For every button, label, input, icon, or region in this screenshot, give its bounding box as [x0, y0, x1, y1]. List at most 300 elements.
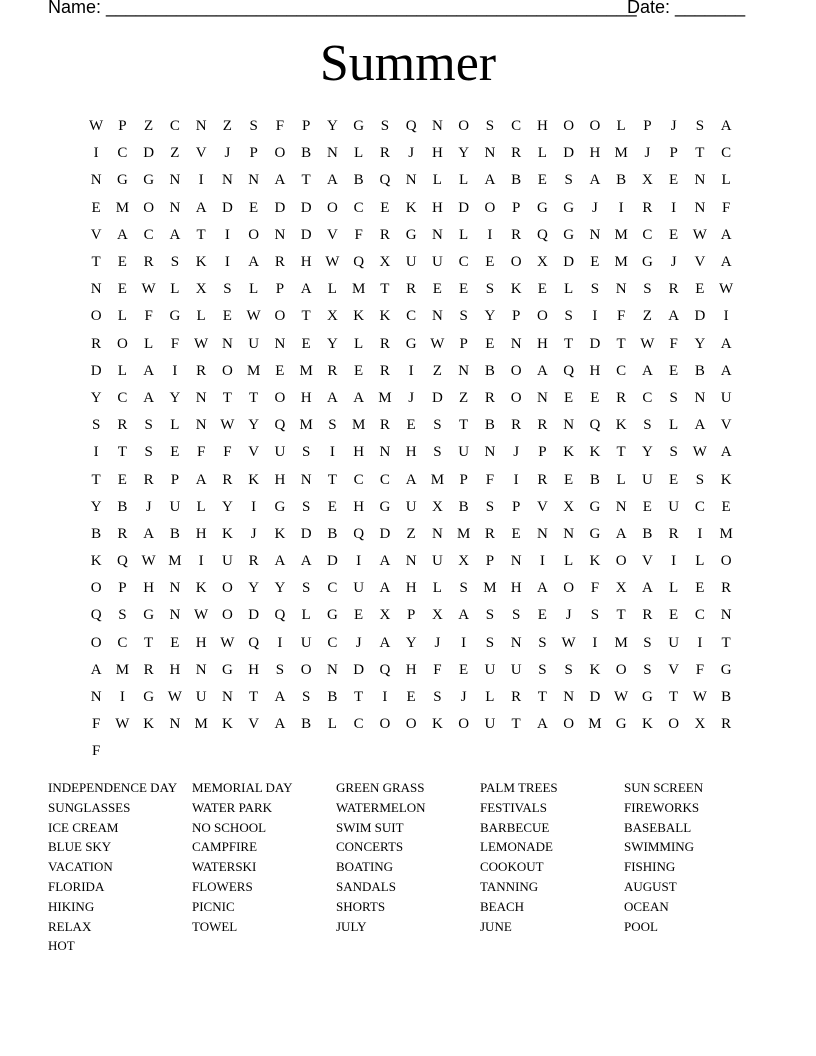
grid-letter: J [224, 145, 231, 162]
grid-letter: N [536, 389, 548, 406]
grid-letter: A [274, 716, 286, 733]
grid-letter: B [511, 172, 522, 189]
grid-letter: S [669, 389, 678, 406]
grid-letter: L [564, 553, 574, 570]
grid-letter: K [274, 525, 286, 542]
grid-letter: H [300, 389, 312, 406]
grid-letter: E [564, 389, 574, 406]
grid-letter: M [614, 634, 628, 651]
grid-letter: P [170, 471, 180, 488]
grid-letter: G [116, 172, 128, 189]
grid-letter: Y [90, 498, 102, 515]
grid-letter: I [697, 525, 703, 542]
grid-letter: W [220, 634, 235, 651]
grid-letter: J [565, 607, 572, 624]
grid-letter: M [168, 553, 182, 570]
grid-letter: I [224, 254, 230, 271]
grid-letter: N [221, 689, 233, 706]
grid-letter: L [616, 118, 626, 135]
grid-letter: L [301, 607, 311, 624]
word-list-item: RELAX [48, 918, 92, 934]
grid-letter: D [589, 335, 601, 352]
grid-letter: H [405, 580, 417, 597]
grid-letter: A [274, 553, 286, 570]
grid-letter: T [196, 226, 206, 243]
grid-letter: W [692, 689, 707, 706]
grid-letter: W [194, 335, 209, 352]
grid-letter: R [143, 471, 154, 488]
grid-letter: E [669, 226, 679, 243]
grid-letter: I [93, 444, 99, 461]
grid-letter: S [538, 634, 547, 651]
word-list-item: CONCERTS [336, 839, 404, 855]
grid-letter: F [91, 716, 101, 733]
grid-letter: W [614, 689, 629, 706]
grid-letter: O [405, 716, 417, 733]
grid-letter: C [117, 145, 128, 162]
grid-letter: U [195, 689, 207, 706]
grid-letter: L [144, 335, 154, 352]
grid-letter: P [538, 444, 547, 461]
grid-letter: J [591, 199, 598, 216]
grid-letter: X [379, 607, 391, 624]
grid-letter: A [143, 525, 155, 542]
grid-letter: A [668, 308, 680, 325]
grid-letter: S [669, 444, 678, 461]
grid-letter: C [511, 118, 522, 135]
grid-letter: W [115, 716, 130, 733]
grid-letter: R [379, 145, 390, 162]
grid-letter: R [143, 254, 154, 271]
grid-letter: K [221, 525, 233, 542]
grid-letter: L [249, 281, 259, 298]
grid-letter: M [614, 226, 628, 243]
grid-letter: P [459, 335, 468, 352]
grid-letter: Q [274, 417, 286, 434]
grid-letter: J [644, 145, 651, 162]
grid-letter: U [458, 444, 470, 461]
grid-letter: Q [536, 226, 548, 243]
grid-letter: K [379, 308, 391, 325]
grid-letter: K [405, 199, 417, 216]
grid-letter: E [590, 254, 600, 271]
grid-letter: M [299, 417, 313, 434]
grid-letter: A [195, 199, 207, 216]
grid-letter: S [433, 417, 442, 434]
grid-letter: V [720, 417, 732, 434]
grid-letter: A [353, 389, 365, 406]
grid-letter: D [300, 525, 312, 542]
grid-letter: S [511, 607, 521, 624]
grid-letter: G [221, 661, 233, 678]
grid-letter: R [484, 525, 495, 542]
grid-letter: X [536, 254, 548, 271]
grid-letter: B [589, 471, 600, 488]
grid-letter: O [615, 553, 627, 570]
grid-letter: D [274, 199, 286, 216]
grid-letter: A [720, 362, 732, 379]
grid-letter: O [563, 580, 575, 597]
grid-letter: H [405, 661, 417, 678]
grid-letter: G [405, 226, 417, 243]
word-list-item: JUNE [480, 918, 512, 934]
grid-letter: N [431, 525, 443, 542]
grid-letter: Z [459, 389, 469, 406]
word-list-item: HIKING [48, 898, 95, 914]
grid-letter: G [405, 335, 417, 352]
grid-letter: T [511, 716, 521, 733]
grid-letter: O [326, 199, 338, 216]
grid-letter: D [431, 389, 443, 406]
grid-letter: S [301, 444, 311, 461]
grid-letter: I [356, 553, 362, 570]
grid-letter: S [249, 118, 258, 135]
grid-letter: F [669, 335, 678, 352]
word-list-item: WATERMELON [336, 799, 426, 815]
grid-letter: F [144, 308, 153, 325]
grid-letter: W [220, 417, 235, 434]
grid-letter: K [431, 716, 443, 733]
grid-letter: Q [116, 553, 128, 570]
grid-letter: R [511, 689, 522, 706]
grid-letter: E [564, 471, 574, 488]
grid-letter: D [143, 145, 155, 162]
grid-letter: U [641, 471, 653, 488]
grid-letter: D [379, 525, 391, 542]
grid-letter: N [169, 607, 181, 624]
grid-letter: P [406, 607, 416, 624]
grid-letter: N [379, 444, 391, 461]
grid-letter: U [274, 444, 286, 461]
grid-letter: O [221, 580, 233, 597]
grid-letter: E [327, 498, 337, 515]
grid-letter: S [485, 607, 495, 624]
grid-letter: E [537, 281, 547, 298]
grid-letter: O [668, 716, 680, 733]
grid-letter: K [143, 716, 155, 733]
grid-letter: X [379, 254, 391, 271]
word-list-item: JULY [336, 918, 367, 934]
grid-letter: R [642, 607, 653, 624]
grid-letter: N [694, 172, 706, 189]
grid-letter: N [431, 308, 443, 325]
grid-letter: D [221, 199, 233, 216]
word-list-item: HOT [48, 938, 75, 954]
grid-letter: X [563, 498, 575, 515]
grid-letter: O [248, 226, 260, 243]
grid-letter: X [431, 498, 443, 515]
grid-letter: T [669, 689, 679, 706]
grid-letter: A [641, 580, 653, 597]
grid-letter: M [194, 716, 208, 733]
grid-letter: S [433, 689, 442, 706]
grid-letter: N [720, 607, 732, 624]
grid-letter: I [539, 553, 545, 570]
grid-letter: W [141, 281, 156, 298]
grid-letter: L [432, 172, 442, 189]
grid-letter: Y [326, 118, 338, 135]
grid-letter: U [221, 553, 233, 570]
grid-letter: E [459, 661, 469, 678]
grid-letter: O [274, 308, 286, 325]
grid-letter: U [720, 389, 732, 406]
grid-letter: M [246, 362, 261, 379]
grid-letter: P [118, 118, 127, 135]
grid-letter: O [458, 716, 470, 733]
grid-letter: H [143, 580, 155, 597]
grid-letter: S [590, 281, 600, 298]
grid-letter: R [143, 661, 154, 678]
grid-letter: U [668, 634, 680, 651]
grid-letter: L [459, 226, 469, 243]
grid-letter: D [589, 689, 601, 706]
grid-letter: N [195, 118, 207, 135]
grid-letter: T [695, 145, 705, 162]
grid-letter: I [172, 362, 178, 379]
word-list-item: VACATION [48, 859, 113, 875]
grid-letter: R [642, 199, 653, 216]
grid-letter: I [592, 308, 598, 325]
grid-letter: A [143, 362, 155, 379]
grid-letter: P [301, 118, 311, 135]
grid-letter: K [563, 444, 575, 461]
grid-letter: W [141, 553, 156, 570]
grid-letter: I [671, 199, 677, 216]
grid-letter: N [563, 525, 575, 542]
grid-letter: O [143, 199, 155, 216]
grid-letter: C [616, 362, 627, 379]
grid-letter: I [723, 308, 729, 325]
grid-letter: T [354, 689, 364, 706]
grid-letter: V [326, 226, 338, 243]
grid-letter: S [170, 254, 180, 271]
grid-letter: U [431, 254, 443, 271]
grid-letter: E [117, 471, 127, 488]
grid-letter: H [536, 335, 548, 352]
grid-letter: Y [90, 389, 102, 406]
grid-letter: X [641, 172, 653, 189]
grid-letter: W [246, 308, 261, 325]
grid-letter: C [353, 199, 364, 216]
grid-letter: B [642, 525, 653, 542]
grid-letter: N [90, 172, 102, 189]
grid-letter: A [274, 689, 286, 706]
grid-letter: K [90, 553, 102, 570]
grid-letter: I [697, 634, 703, 651]
grid-letter: T [249, 689, 259, 706]
grid-letter: S [695, 471, 705, 488]
grid-letter: L [669, 580, 679, 597]
grid-letter: S [590, 607, 600, 624]
grid-letter: U [300, 634, 312, 651]
grid-letter: E [669, 607, 679, 624]
letter-grid [83, 113, 739, 766]
grid-letter: T [459, 417, 469, 434]
word-list-item: COOKOUT [480, 859, 544, 875]
grid-letter: N [431, 118, 443, 135]
grid-letter: A [169, 226, 181, 243]
grid-letter: N [169, 172, 181, 189]
grid-letter: N [300, 471, 312, 488]
grid-letter: G [536, 199, 548, 216]
grid-letter: R [379, 335, 390, 352]
grid-letter: W [719, 281, 734, 298]
grid-letter: N [510, 553, 522, 570]
grid-letter: W [561, 634, 576, 651]
grid-letter: H [510, 580, 522, 597]
grid-letter: O [615, 661, 627, 678]
grid-letter: N [563, 417, 575, 434]
grid-letter: A [405, 471, 417, 488]
grid-letter: H [405, 444, 417, 461]
grid-letter: Y [274, 580, 286, 597]
grid-letter: T [117, 444, 127, 461]
grid-letter: V [248, 444, 260, 461]
grid-letter: A [720, 226, 732, 243]
word-list-item: BOATING [336, 859, 394, 875]
grid-letter: Q [405, 118, 417, 135]
grid-letter: N [589, 226, 601, 243]
grid-letter: A [300, 553, 312, 570]
grid-letter: X [694, 716, 706, 733]
grid-letter: E [432, 281, 442, 298]
grid-letter: D [353, 661, 365, 678]
word-list-item: OCEAN [624, 898, 669, 914]
grid-letter: E [537, 172, 547, 189]
grid-letter: A [274, 172, 286, 189]
grid-letter: S [144, 417, 153, 434]
grid-letter: S [380, 118, 390, 135]
grid-letter: M [378, 389, 392, 406]
grid-letter: L [117, 362, 127, 379]
grid-letter: R [511, 226, 522, 243]
grid-letter: R [721, 580, 732, 597]
grid-letter: O [379, 716, 391, 733]
grid-letter: M [456, 525, 471, 542]
grid-letter: L [170, 417, 180, 434]
grid-letter: F [433, 661, 442, 678]
grid-letter: C [117, 634, 128, 651]
grid-letter: W [325, 254, 340, 271]
grid-letter: K [589, 444, 601, 461]
grid-letter: L [327, 716, 337, 733]
grid-letter: S [564, 661, 573, 678]
grid-letter: A [720, 254, 732, 271]
word-list-item: PICNIC [192, 898, 235, 914]
grid-letter: N [221, 335, 233, 352]
grid-letter: N [405, 553, 417, 570]
grid-letter: Q [248, 634, 260, 651]
grid-letter: I [198, 553, 204, 570]
grid-letter: O [90, 308, 102, 325]
grid-letter: S [643, 417, 652, 434]
grid-letter: Y [405, 634, 417, 651]
grid-letter: J [408, 389, 415, 406]
grid-letter: A [326, 172, 338, 189]
grid-letter: A [248, 254, 260, 271]
word-list [48, 778, 768, 956]
grid-letter: Z [144, 118, 154, 135]
grid-letter: A [589, 172, 601, 189]
grid-letter: T [564, 335, 574, 352]
grid-letter: K [589, 553, 601, 570]
grid-letter: N [510, 634, 522, 651]
grid-letter: T [222, 389, 232, 406]
grid-letter: E [117, 281, 127, 298]
grid-letter: B [301, 716, 312, 733]
grid-letter: P [643, 118, 652, 135]
word-list-item: WATERSKI [192, 859, 257, 875]
grid-letter: W [430, 335, 445, 352]
grid-letter: C [458, 254, 469, 271]
grid-letter: M [614, 145, 628, 162]
grid-letter: K [221, 716, 233, 733]
grid-letter: A [300, 281, 312, 298]
grid-letter: K [641, 716, 653, 733]
grid-letter: X [431, 607, 443, 624]
grid-letter: E [669, 362, 679, 379]
grid-letter: R [406, 281, 417, 298]
grid-letter: L [564, 281, 574, 298]
grid-letter: N [458, 362, 470, 379]
word-list-item: FLORIDA [48, 878, 105, 894]
grid-letter: F [196, 444, 206, 461]
grid-letter: B [169, 525, 180, 542]
grid-letter: U [248, 335, 260, 352]
grid-letter: I [329, 444, 335, 461]
grid-letter: Z [432, 362, 442, 379]
grid-letter: L [669, 417, 679, 434]
grid-letter: G [615, 716, 627, 733]
grid-letter: D [563, 145, 575, 162]
grid-letter: O [274, 145, 286, 162]
grid-letter: A [536, 716, 548, 733]
grid-letter: N [563, 689, 575, 706]
grid-letter: V [248, 716, 260, 733]
grid-letter: Q [353, 254, 365, 271]
grid-letter: D [694, 308, 706, 325]
grid-letter: U [484, 716, 496, 733]
grid-letter: R [91, 335, 102, 352]
grid-letter: H [536, 118, 548, 135]
grid-letter: F [695, 661, 705, 678]
grid-letter: T [616, 444, 626, 461]
grid-letter: S [564, 308, 573, 325]
grid-letter: F [485, 471, 495, 488]
grid-letter: O [563, 716, 575, 733]
grid-letter: L [196, 308, 206, 325]
grid-letter: S [538, 661, 547, 678]
grid-letter: O [90, 580, 102, 597]
grid-letter: R [379, 362, 390, 379]
grid-letter: E [249, 199, 259, 216]
grid-letter: M [430, 471, 445, 488]
grid-letter: C [642, 389, 653, 406]
grid-letter: A [379, 580, 391, 597]
grid-letter: R [616, 389, 627, 406]
grid-letter: F [170, 335, 180, 352]
grid-letter: Q [563, 362, 575, 379]
grid-letter: H [589, 362, 601, 379]
grid-letter: N [615, 281, 627, 298]
name-field-label: Name: _____________________________________________________ [48, 0, 637, 17]
word-list-item: TOWEL [192, 918, 238, 934]
grid-letter: O [221, 362, 233, 379]
grid-letter: C [406, 308, 417, 325]
grid-letter: U [668, 498, 680, 515]
grid-letter: U [510, 661, 522, 678]
grid-letter: Y [458, 145, 470, 162]
